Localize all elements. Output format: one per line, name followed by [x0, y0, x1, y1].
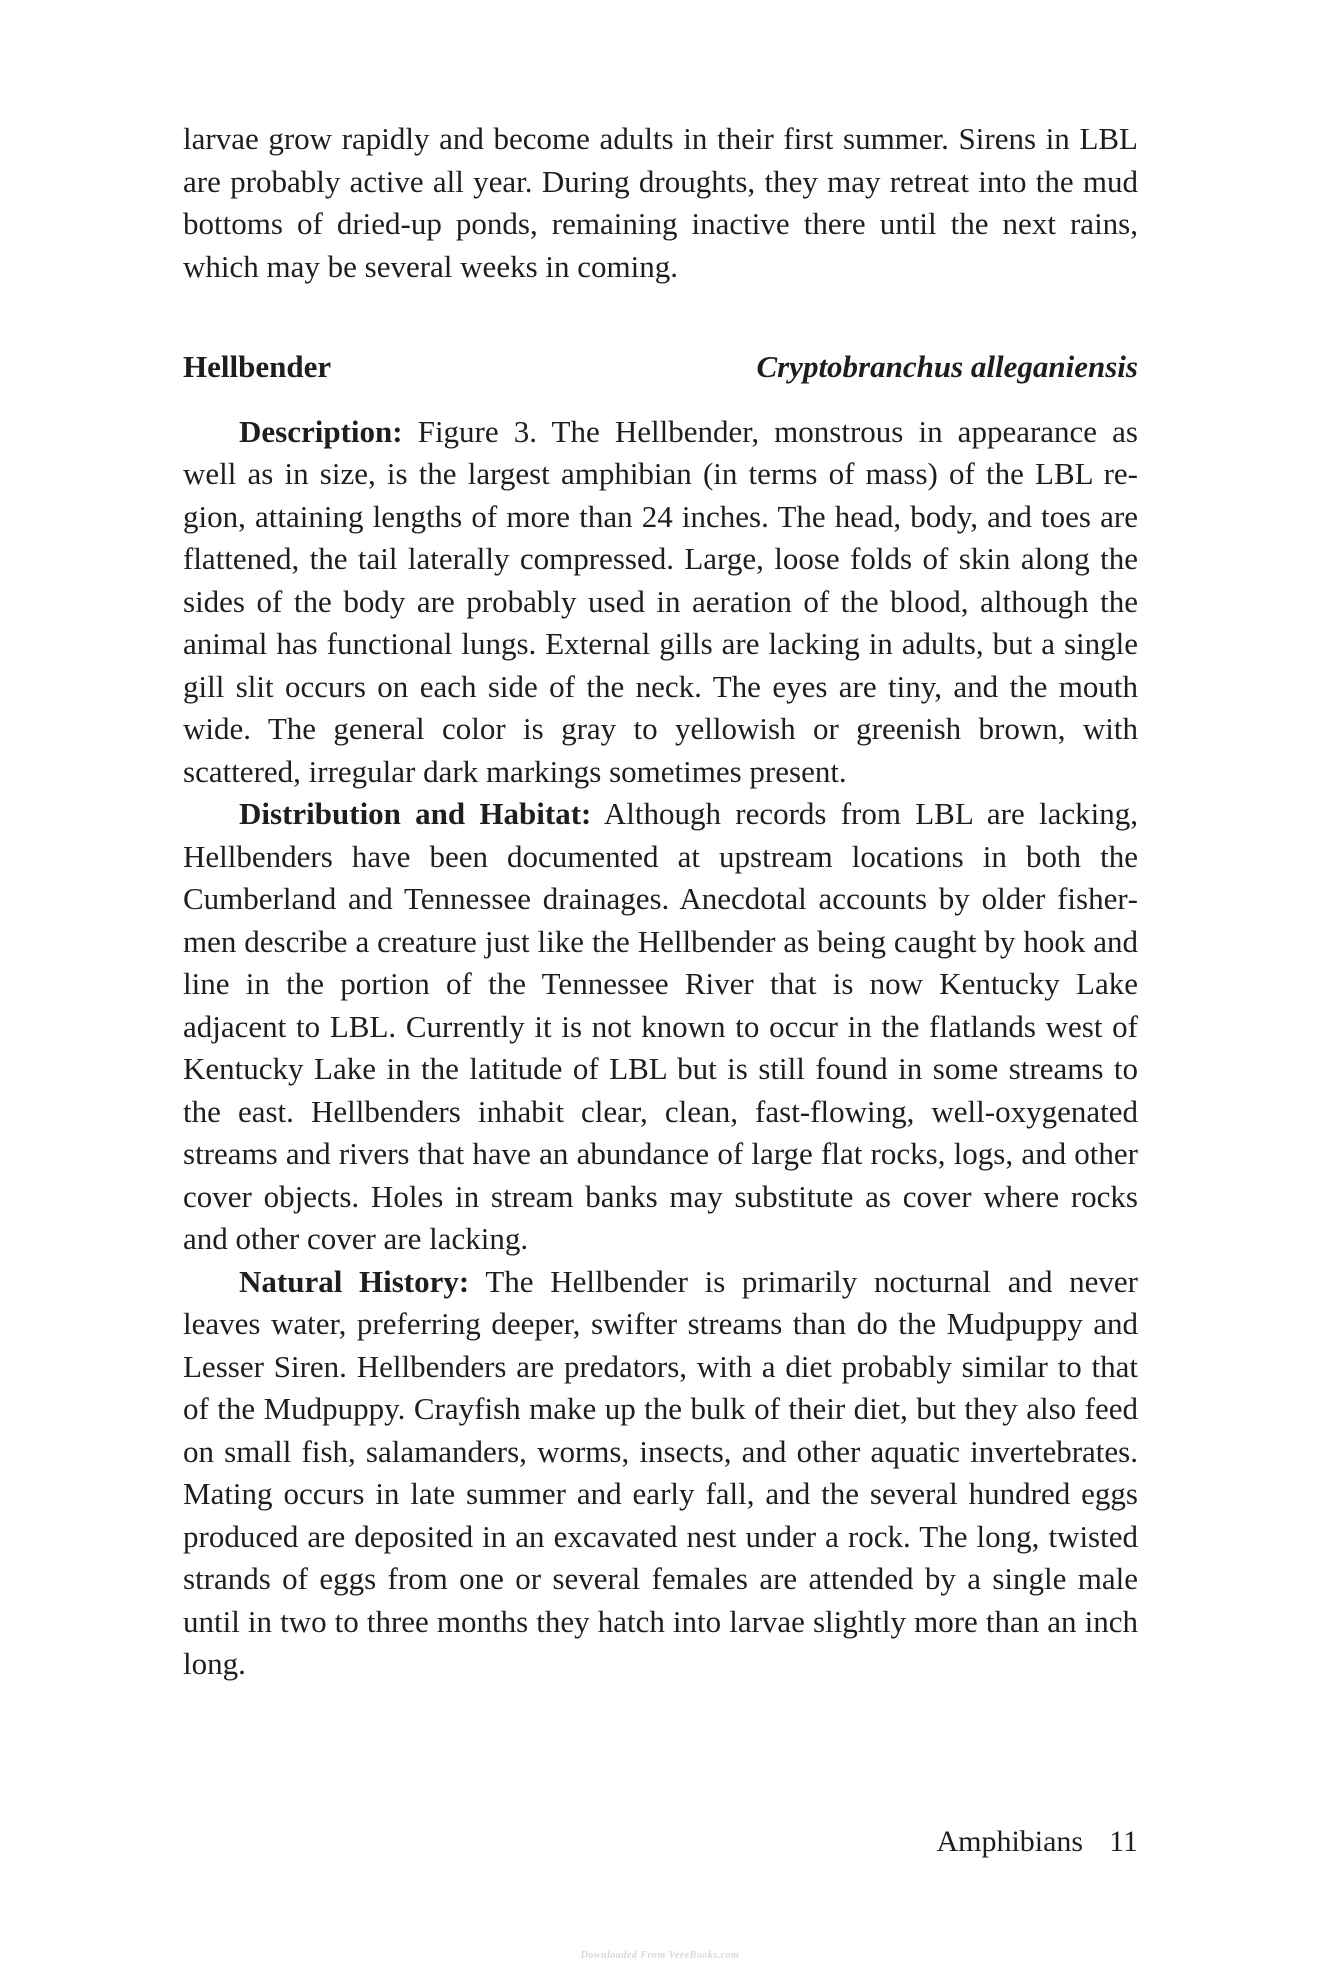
page-content	[183, 118, 1138, 1686]
species-heading	[183, 346, 1138, 389]
species-scientific-name: Cryptobranchus alleganiensis	[756, 349, 1138, 384]
natural-history-label: Natural History:	[239, 1263, 470, 1299]
running-footer	[936, 1822, 1138, 1862]
description-label: Description:	[239, 413, 403, 449]
description-paragraph	[183, 411, 1138, 794]
distribution-text: Although records from LBL are lacking, Hellbenders have been documented at upstream locations in both the Cumberland and Tennessee drainages. Anecdotal accounts by older fishermen describe a creature just like the Hellbender as being caught by hook and line in the portion of the Tennessee River that is now Kentucky Lake adjacent to LBL. Currently it is not known to occur in the flatlands west of Kentucky Lake in the latitude of LBL but is still found in some streams to the east. Hellbenders inhabit clear, clean, fast-flowing, well-oxygenated streams and rivers that have an abundance of large flat rocks, logs, and other cover objects. Holes in stream banks may substitute as cover where rocks and other cover are lacking.	[183, 796, 1138, 1256]
species-account	[183, 411, 1138, 1686]
natural-history-text: The Hellbender is primarily nocturnal and never leaves water, preferring deeper, swifter streams than do the Mudpuppy and Lesser Siren. Hellbenders are predators, with a diet probably similar to that of the Mudpuppy. Crayfish make up the bulk of their diet, but they also feed on small fish, salamanders, worms, insects, and other aquatic invertebrates. Mating occurs in late summer and early fall, and the several hundred eggs produced are deposited in an excavated nest under a rock. The long, twisted strands of eggs from one or several females are attended by a single male until in two to three months they hatch into larvae slightly more than an inch long.	[183, 1263, 1138, 1681]
continuation-paragraph: larvae grow rapidly and become adults in their first summer. Sirens in LBL are probably active all year. During droughts, they may retreat into the mud bottoms of dried-up ponds, remaining inactive there until the next rains, which may be several weeks in coming.	[183, 121, 1138, 284]
distribution-paragraph	[183, 793, 1138, 1261]
page-number: 11	[1109, 1825, 1138, 1858]
footer-section-title: Amphibians	[936, 1825, 1084, 1858]
download-watermark: Downloaded From VeeeBooks.com	[580, 1950, 740, 1961]
description-text: Figure 3. The Hellbender, monstrous in appearance as well as in size, is the largest amphibian (in terms of mass) of the LBL region, attaining lengths of more than 24 inches. The head, body, and toes are flattened, the tail laterally compressed. Large, loose folds of skin along the sides of the body are probably used in aeration of the blood, although the animal has functional lungs. External gills are lacking in adults, but a single gill slit occurs on each side of the neck. The eyes are tiny, and the mouth wide. The general color is gray to yellowish or greenish brown, with scattered, irregular dark markings sometimes present.	[183, 413, 1138, 789]
distribution-label: Distribution and Habitat:	[239, 796, 592, 831]
species-common-name: Hellbender	[183, 349, 332, 384]
natural-history-paragraph	[183, 1261, 1138, 1686]
